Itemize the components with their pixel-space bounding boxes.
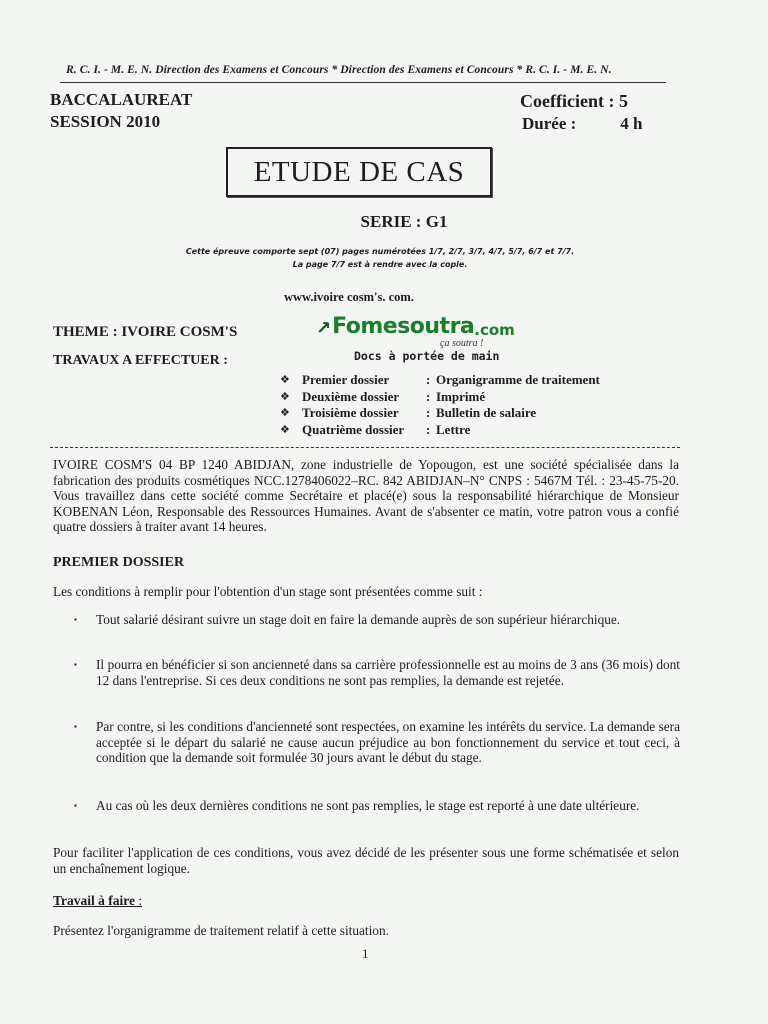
list-item-text: Tout salarié désirant suivre un stage doit en faire la demande auprès de son supérieur hiérarchique. [96, 612, 621, 627]
diamond-bullet-icon: ❖ [280, 389, 290, 403]
dossier-label: Troisième dossier [302, 405, 399, 420]
tasks-heading: TRAVAUX A EFFECTUER : [53, 353, 228, 368]
square-bullet-icon: ▪ [74, 722, 77, 731]
header-divider [60, 82, 666, 83]
theme: THEME : IVOIRE COSM'S [53, 324, 238, 340]
dossier-value: Organigramme de traitement [436, 372, 600, 387]
list-item-text: Il pourra en bénéficier si son ancienneté dans sa carrière professionnelle est au moins de 3 ans (36 mois) dont 12 dans l'entreprise. Si ces deux conditions ne sont pas remplies, la demande est rejetée. [96, 657, 680, 688]
return-note: La page 7/7 est à rendre avec la copie. [292, 260, 468, 269]
duration-label: Durée : [522, 114, 577, 133]
dossier-separator: : [426, 372, 431, 387]
ministry-header: R. C. I. - M. E. N. Direction des Examens et Concours * Direction des Examens et Concours * R. C. I. - M. E. N. [66, 64, 612, 76]
pages-note: Cette épreuve comporte sept (07) pages numérotées 1/7, 2/7, 3/7, 4/7, 5/7, 6/7 et 7/7. [185, 247, 575, 256]
dossier-label: Quatrième dossier [302, 421, 405, 437]
dossier-list [280, 372, 600, 438]
duration-value: 4 h [620, 114, 643, 133]
list-item [74, 612, 680, 628]
dossier-value: Lettre [436, 421, 471, 437]
coefficient: Coefficient : 5 [520, 91, 628, 111]
dossier-value: Bulletin de salaire [436, 405, 537, 420]
section-heading: PREMIER DOSSIER [53, 555, 185, 570]
fomesoutra-logo [316, 314, 515, 339]
task-instruction: Présentez l'organigramme de traitement relatif à cette situation. [53, 923, 389, 938]
diamond-bullet-icon: ❖ [280, 373, 290, 386]
list-item-text: Au cas où les deux dernières conditions ne sont pas remplies, le stage est reporté à une date ultérieure. [96, 798, 640, 813]
dashed-divider [50, 447, 680, 448]
dossier-item [280, 422, 600, 439]
square-bullet-icon: ▪ [74, 801, 77, 810]
dossier-separator: : [426, 405, 431, 420]
dossier-label: Deuxième dossier [302, 388, 400, 404]
exam-session: SESSION 2010 [50, 112, 161, 131]
serie: SERIE : G1 [360, 212, 448, 231]
intro-paragraph: IVOIRE COSM'S 04 BP 1240 ABIDJAN, zone industrielle de Yopougon, est une société spécialisée dans la fabrication des produits cosmétiques NCC.1278406022–RC. 842 ABIDJAN–N° CNPS : 5467M Tél. : 23-45-75-20. Vous travaillez dans cette société comme Secrétaire et placé(e) sous la responsabilité hiérarchique de Monsieur KOBENAN Léon, Responsable des Ressources Humaines. Avant de s'absenter ce matin, votre patron vous a confié quatre dossiers à traiter avant 14 heures. [53, 457, 679, 534]
square-bullet-icon: ▪ [74, 615, 77, 624]
dossier-item [280, 405, 600, 422]
dossier-item [280, 372, 600, 389]
dossier-separator: : [426, 421, 431, 437]
list-item [74, 798, 680, 814]
logo-tagline: Docs à portée de main [354, 349, 500, 363]
dossier-separator: : [426, 388, 431, 404]
duration [522, 114, 643, 134]
exam-name: BACCALAUREAT [50, 90, 193, 109]
square-bullet-icon: ▪ [74, 660, 77, 669]
diamond-bullet-icon: ❖ [280, 406, 290, 419]
arrow-icon: ↗ [316, 318, 332, 339]
logo-slogan: ça soutra ! [440, 338, 484, 349]
logo-brand: Fomesoutra [332, 314, 475, 339]
document-title: ETUDE DE CAS [226, 147, 492, 197]
dossier-value: Imprimé [436, 388, 486, 404]
dossier-item [280, 389, 600, 406]
list-item-text: Par contre, si les conditions d'ancienneté sont respectées, on examine les intérêts du service. La demande sera acceptée si le départ du salarié ne cause aucun préjudice au bon fonctionnement du service et tout ceci, à condition que la demande soit formulée 30 jours avant le début du stage. [96, 719, 680, 765]
dossier-label: Premier dossier [302, 372, 390, 387]
task-heading [53, 893, 142, 909]
list-item [74, 657, 680, 688]
task-heading-label: Travail à faire [53, 893, 135, 908]
diamond-bullet-icon: ❖ [280, 422, 290, 436]
closing-paragraph: Pour faciliter l'application de ces conditions, vous avez décidé de les présenter sous une forme schématisée et selon un enchaînement logique. [53, 845, 679, 876]
conditions-intro: Les conditions à remplir pour l'obtention d'un stage sont présentées comme suit : [53, 584, 483, 599]
page-number: 1 [362, 946, 369, 961]
logo-tld: .com [474, 321, 515, 339]
list-item [74, 719, 680, 766]
website-text: www.ivoire cosm's. com. [284, 290, 414, 304]
task-heading-colon: : [134, 893, 143, 908]
